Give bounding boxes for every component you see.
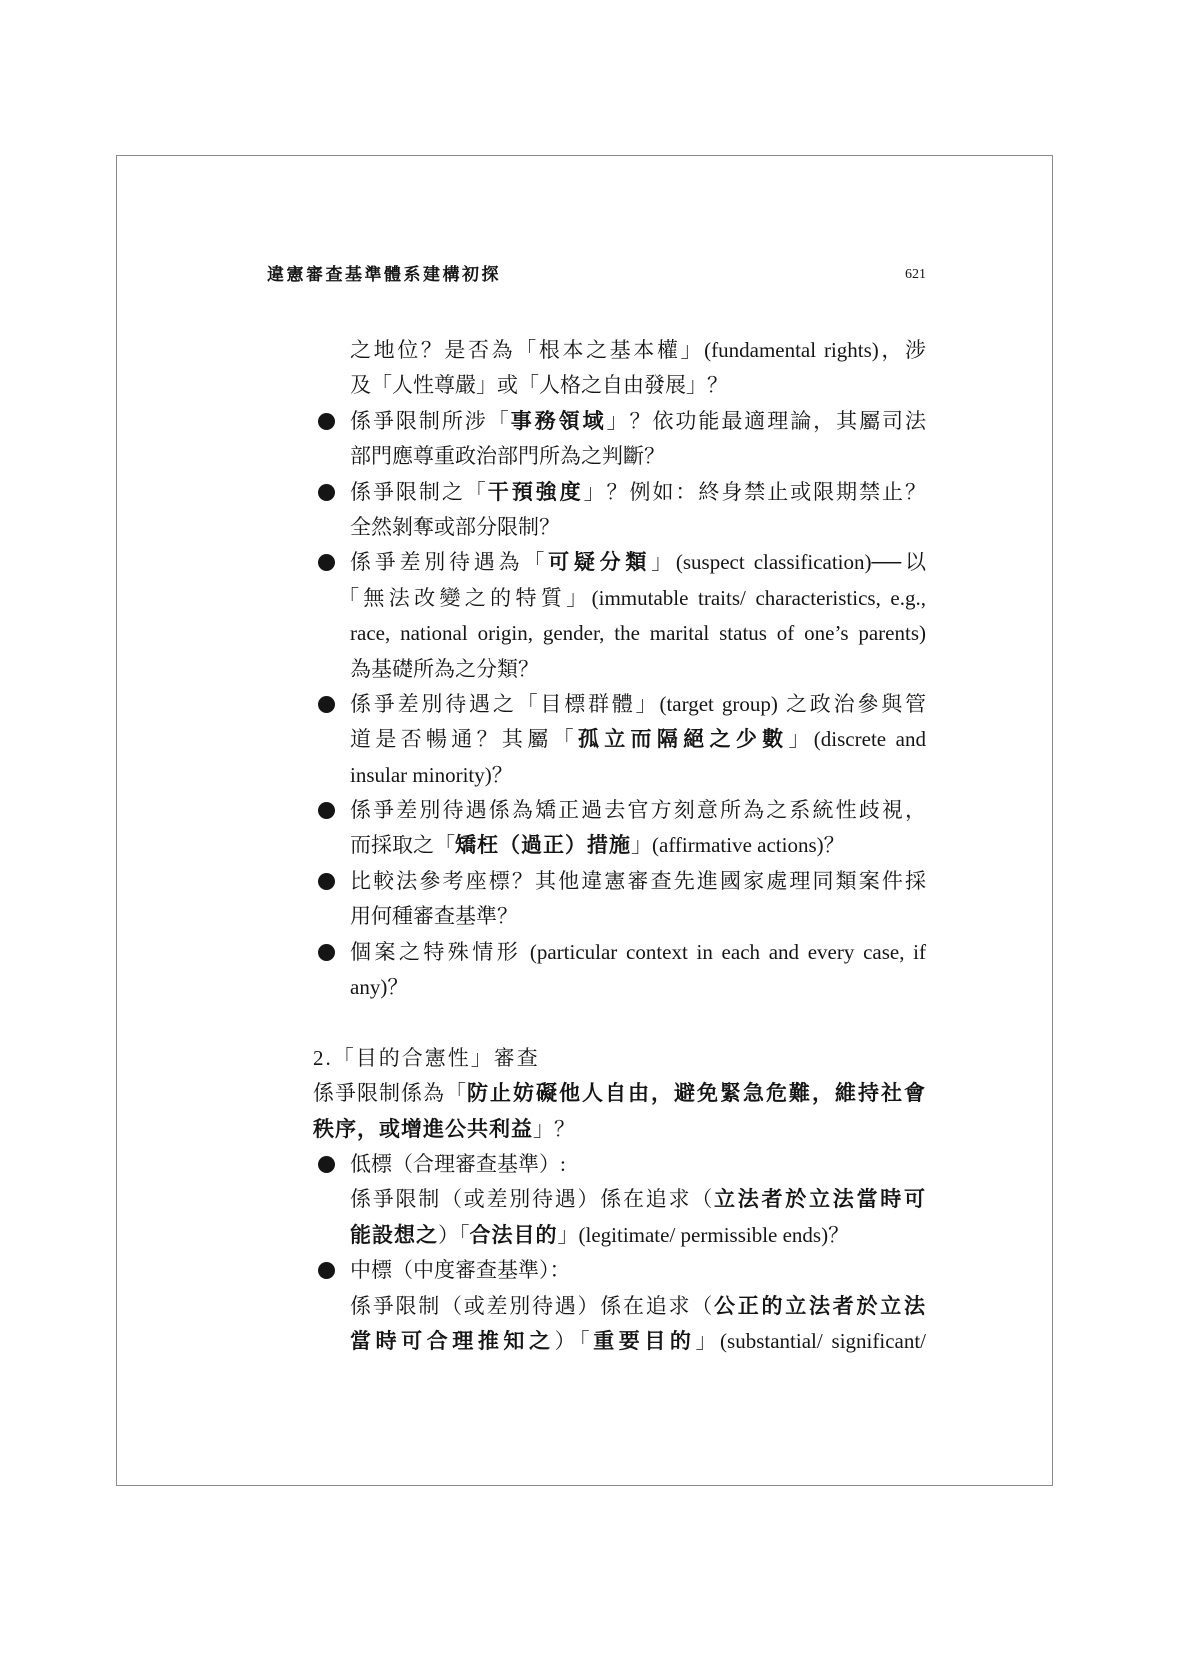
page-number: 621 [905,267,926,282]
text-segment: 」(legitimate/ permissible ends)？ [557,1222,850,1247]
text-line [350,722,926,757]
emphasis: 矯枉（過正）措施 [455,833,631,858]
text-segment: race, national origin, gender, the marital status of one’s parents) [350,621,926,646]
emphasis: 孤立而隔絕之少數 [577,727,789,752]
text-line [350,1218,926,1253]
emphasis: 秩序，或增進公共利益 [313,1116,533,1141]
bullet-icon [318,1156,335,1173]
list-item [313,793,926,864]
list-item [313,475,926,546]
text-line [350,758,926,793]
list-item [313,687,926,793]
bullet-icon [318,873,335,890]
text-line [313,1076,926,1111]
text-line [350,652,926,687]
list-item [313,935,926,1006]
text-line [350,404,926,439]
text-line [350,828,926,863]
list-item [313,545,926,687]
text-segment: 係爭限制（或差別待遇）係在追求（ [350,1187,714,1212]
text-line [350,935,926,970]
text-segment: 之地位？是否為「根本之基本權」(fundamental rights)，涉 [350,338,926,362]
text-line [350,439,926,474]
emphasis: 可疑分類 [548,550,652,575]
text-segment: 而採取之「 [350,833,455,858]
emphasis: 當時可合理推知之 [350,1328,555,1353]
emphasis: 能設想之 [350,1222,438,1247]
text-line [350,1182,926,1217]
text-segment: 」(substantial/ significant/ [695,1328,927,1353]
text-segment: 全然剝奪或部分限制？ [350,514,560,539]
text-line [350,545,926,580]
bullet-icon [318,1262,335,1279]
text-line [350,970,926,1005]
text-segment: 係爭限制所涉「 [350,408,511,433]
text-segment: 係爭限制係為「 [313,1081,467,1106]
text-segment: ）「 [438,1222,470,1247]
text-segment: 個案之特殊情形 (particular context in each and every case, if [350,939,926,964]
text-line [350,1324,926,1359]
text-line [350,368,926,403]
bullet-icon [318,944,335,961]
text-segment: 」？例如：終身禁止或限期禁止？ [583,479,927,504]
text-segment: 」？依功能最適理論，其屬司法 [606,408,927,433]
text-line [350,1289,926,1324]
text-line [350,687,926,722]
emphasis: 公正的立法者於立法 [714,1293,926,1318]
text-line [350,899,926,934]
text-segment: 」(suspect classification)──以 [651,550,927,575]
text-line [350,333,926,368]
running-title: 違憲審查基準體系建構初探 [267,265,501,284]
text-segment: 比較法參考座標？其他違憲審查先進國家處理同類案件採 [350,868,926,893]
article-body [313,333,926,1359]
emphasis: 干預強度 [487,479,584,504]
text-segment: 係爭差別待遇之「目標群體」(target group) 之政治參與管 [350,691,926,716]
text-line [350,475,926,510]
standard-label: 低標（合理審查基準）: [350,1151,566,1176]
text-line [350,616,926,651]
emphasis: 防止妨礙他人自由，避免緊急危難，維持社會 [467,1081,926,1106]
list-item [313,404,926,475]
standard-label: 中標（中度審查基準）： [350,1258,571,1283]
text-segment: 」？ [533,1116,575,1141]
list-item [313,1253,926,1359]
text-line [350,864,926,899]
emphasis: 事務領域 [510,408,607,433]
text-segment: 用何種審查基準？ [350,904,518,929]
list-item [313,1147,926,1253]
list-item [313,864,926,935]
text-segment: 係爭差別待遇為「 [350,550,549,575]
emphasis: 立法者於立法當時可 [714,1187,926,1212]
text-segment: 「無法改變之的特質」(immutable traits/ characteristics, e.g., [338,585,926,610]
text-segment: 」(affirmative actions)？ [631,833,845,858]
bullet-icon [318,696,335,713]
list-item-continued [313,333,926,404]
text-line [350,793,926,828]
text-segment: 」(discrete and [788,727,926,752]
bullet-icon [318,554,335,571]
text-segment: any)？ [350,975,409,1000]
text-segment: 係爭限制之「 [350,479,488,504]
text-line [338,581,926,616]
bullet-icon [318,413,335,430]
text-line [350,510,926,545]
bullet-icon [318,802,335,819]
text-segment: 係爭限制（或差別待遇）係在追求（ [350,1293,714,1318]
text-segment: 係爭差別待遇係為矯正過去官方刻意所為之系統性歧視， [350,798,926,823]
emphasis: 合法目的 [469,1222,558,1247]
text-segment: ）「 [554,1328,594,1353]
emphasis: 重要目的 [593,1328,696,1353]
section-heading: 2.「目的合憲性」審查 [313,1045,540,1070]
text-segment: insular minority)？ [350,762,513,787]
text-segment: 為基礎所為之分類？ [350,656,539,681]
bullet-icon [318,484,335,501]
text-segment: 道是否暢通？其屬「 [350,727,578,752]
text-segment: 部門應尊重政治部門所為之判斷？ [350,444,665,469]
text-line [313,1112,926,1147]
text-segment: 及「人性尊嚴」或「人格之自由發展」？ [350,373,728,398]
